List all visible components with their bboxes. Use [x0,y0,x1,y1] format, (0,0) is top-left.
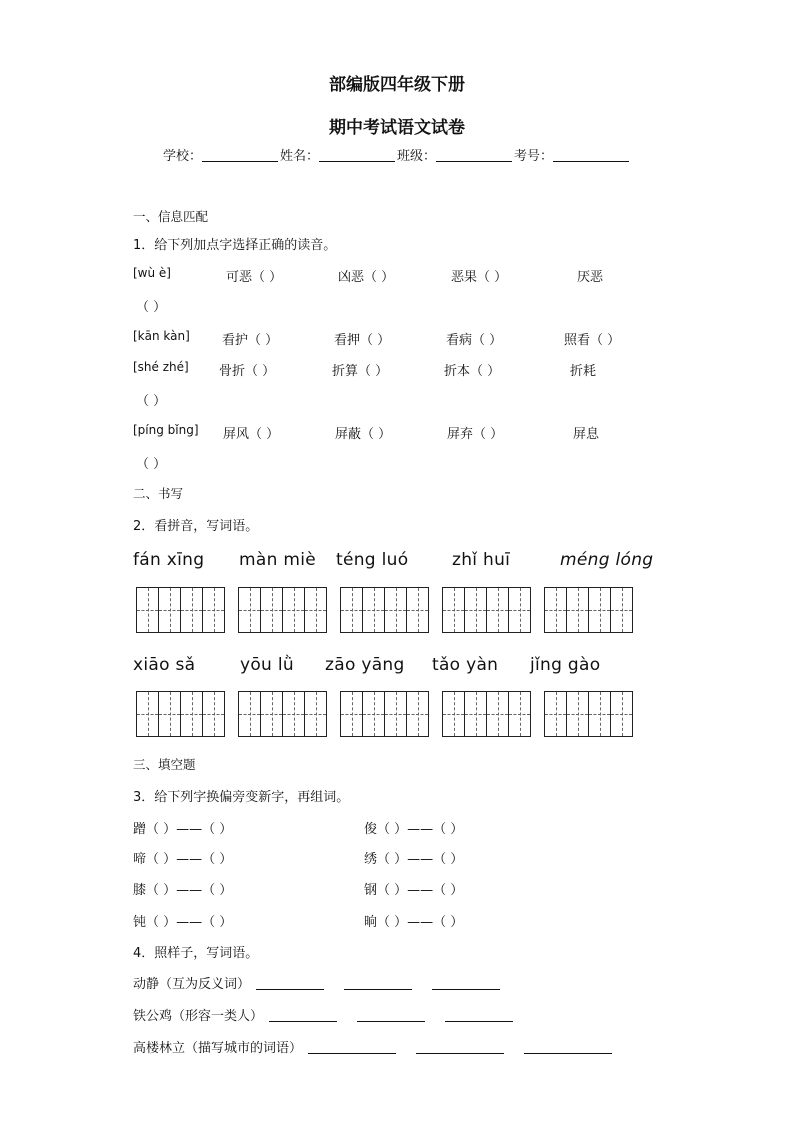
writing-grid[interactable] [442,587,530,633]
pinyin-choice-3: [shé zhé] [133,360,189,374]
school-label: 学校： [162,149,202,164]
word-blank[interactable]: 折算（ ） [332,364,389,379]
writing-grid[interactable] [340,587,428,633]
school-field[interactable] [202,149,278,162]
exam-no-field[interactable] [553,149,629,162]
word-blank[interactable]: 恶果（ ） [451,270,508,285]
writing-grid[interactable] [238,691,326,737]
writing-grid[interactable] [442,691,530,737]
example-row [133,1037,612,1056]
class-field[interactable] [436,149,512,162]
student-info-line [0,145,794,164]
pinyin-prompt: tǎo yàn [432,655,499,675]
pinyin-choice-2: [kān kàn] [133,329,190,343]
word-blank[interactable]: 屏蔽（ ） [335,427,392,442]
answer-line[interactable] [416,1041,504,1054]
answer-line[interactable] [308,1041,396,1054]
section-heading-2: 二、书写 [133,486,184,501]
answer-line[interactable] [269,1009,337,1022]
answer-line[interactable] [524,1041,612,1054]
word-blank[interactable]: 看护（ ） [222,333,279,348]
writing-grid[interactable] [136,691,224,737]
answer-line[interactable] [445,1009,513,1022]
word-blank-tail[interactable]: （ ） [136,300,167,315]
radical-item[interactable]: 俊（ ）——（ ） [364,822,464,837]
word-blank[interactable]: 可恶（ ） [226,270,283,285]
radical-item[interactable]: 啼（ ）——（ ） [133,852,233,867]
section-heading-1: 一、信息匹配 [133,209,209,224]
section-heading-3: 三、填空题 [133,757,196,772]
word-blank[interactable]: 凶恶（ ） [338,270,395,285]
answer-line[interactable] [357,1009,425,1022]
pinyin-prompt: yōu lǜ [240,655,294,675]
word-blank-tail[interactable]: （ ） [136,394,167,409]
word-blank: 屏息 [573,427,600,442]
pinyin-prompt: màn miè [239,550,316,570]
question-3: 3．给下列字换偏旁变新字，再组词。 [133,790,350,805]
page-subtitle: 期中考试语文试卷 [329,118,465,138]
answer-line[interactable] [344,977,412,990]
pinyin-prompt: téng luó [336,550,409,570]
writing-grid[interactable] [544,691,632,737]
pinyin-prompt: méng lóng [560,550,654,570]
example-text: 动静（互为反义词） [133,977,251,992]
radical-item[interactable]: 膝（ ）——（ ） [133,883,233,898]
writing-grid[interactable] [544,587,632,633]
pinyin-choice-1: [wù è] [133,266,171,280]
name-label: 姓名： [279,149,319,164]
writing-grid[interactable] [340,691,428,737]
question-1: 1．给下列加点字选择正确的读音。 [133,238,337,253]
radical-item[interactable]: 绣（ ）——（ ） [364,852,464,867]
radical-item[interactable]: 晌（ ）——（ ） [364,915,464,930]
word-blank[interactable]: 屏风（ ） [223,427,280,442]
example-row [133,1005,513,1024]
pinyin-prompt: zhǐ huī [452,550,511,570]
question-2: 2．看拼音，写词语。 [133,519,259,534]
word-blank[interactable]: 照看（ ） [564,333,621,348]
pinyin-prompt: fán xīng [133,550,205,570]
writing-grid[interactable] [136,587,224,633]
pinyin-prompt: jǐng gào [530,655,601,675]
question-4: 4．照样子，写词语。 [133,946,259,961]
example-row [133,973,500,992]
word-blank[interactable]: 屏弃（ ） [447,427,504,442]
class-label: 班级： [397,149,437,164]
word-blank-tail[interactable]: （ ） [136,457,167,472]
writing-grid[interactable] [238,587,326,633]
word-blank: 厌恶 [577,270,604,285]
page-title: 部编版四年级下册 [329,75,465,95]
word-blank[interactable]: 骨折（ ） [219,364,276,379]
exam-no-label: 考号： [514,149,554,164]
pinyin-choice-4: [píng bǐng] [133,423,199,437]
word-blank[interactable]: 看病（ ） [446,333,503,348]
pinyin-prompt: xiāo sǎ [133,655,196,675]
answer-line[interactable] [432,977,500,990]
word-blank[interactable]: 折本（ ） [444,364,501,379]
example-text: 铁公鸡（形容一类人） [133,1009,264,1024]
word-blank: 折耗 [570,364,597,379]
example-text: 高楼林立（描写城市的词语） [133,1041,303,1056]
word-blank[interactable]: 看押（ ） [334,333,391,348]
name-field[interactable] [319,149,395,162]
pinyin-prompt: zāo yāng [325,655,405,675]
radical-item[interactable]: 蹭（ ）——（ ） [133,822,233,837]
answer-line[interactable] [256,977,324,990]
radical-item[interactable]: 钢（ ）——（ ） [364,883,464,898]
radical-item[interactable]: 钝（ ）——（ ） [133,915,233,930]
